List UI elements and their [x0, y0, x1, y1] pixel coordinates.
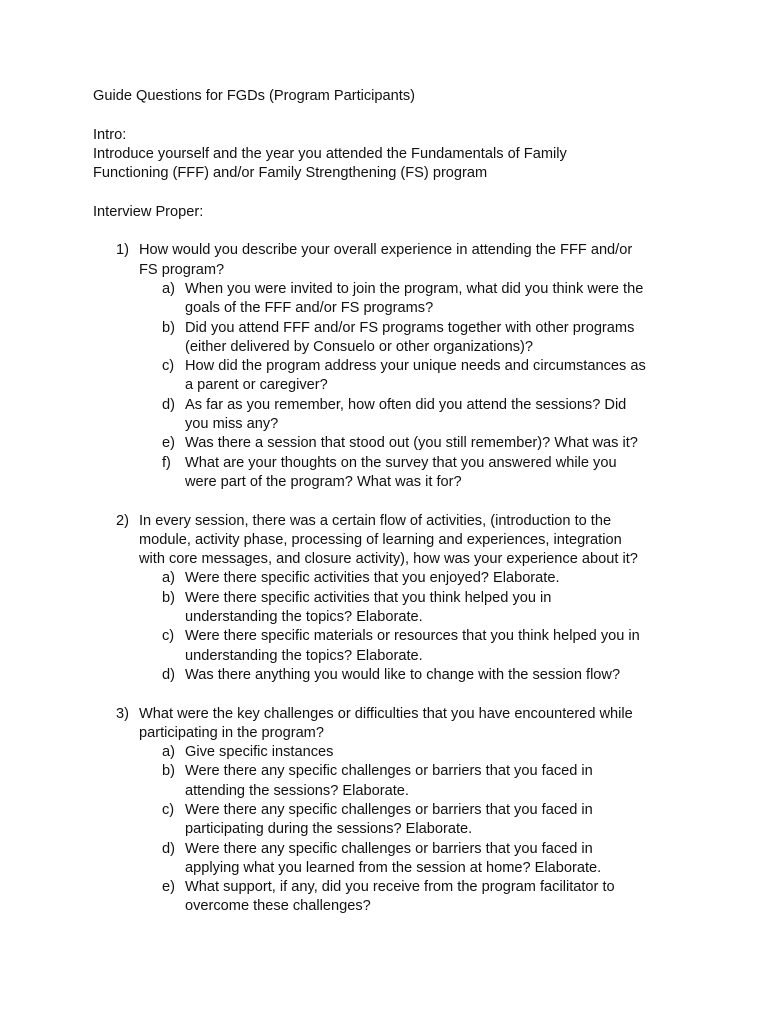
spacer — [93, 222, 693, 241]
sub-question — [93, 319, 693, 358]
question-line: How would you describe your overall experience in attending the FFF and/or — [139, 242, 633, 259]
sub-question — [93, 357, 693, 396]
sub-line: What are your thoughts on the survey that you answered while you — [185, 454, 617, 471]
document-page — [93, 87, 693, 917]
question-line: FS program? — [139, 261, 225, 278]
sub-letter: b) — [162, 589, 175, 606]
sub-letter: a) — [162, 570, 175, 587]
question-1 — [93, 241, 693, 492]
question-line: In every session, there was a certain flow of activities, (introduction to the — [139, 512, 612, 529]
sub-letter: f) — [162, 454, 171, 471]
document-title: Guide Questions for FGDs (Program Participants) — [93, 88, 415, 104]
question-number: 3) — [116, 705, 129, 722]
spacer — [93, 492, 693, 511]
question-number: 1) — [116, 242, 129, 259]
sub-letter: a) — [162, 744, 175, 761]
sub-letter: d) — [162, 396, 175, 413]
intro-heading: Intro: — [93, 126, 127, 143]
interview-heading: Interview Proper: — [93, 203, 204, 220]
sub-line: (either delivered by Consuelo or other organizations)? — [185, 338, 534, 355]
sub-line: How did the program address your unique needs and circumstances as — [185, 358, 646, 375]
sub-question — [93, 627, 693, 666]
sub-question — [93, 878, 693, 917]
sub-line: Were there specific activities that you enjoyed? Elaborate. — [185, 570, 560, 587]
sub-question-list — [93, 569, 693, 685]
question-2 — [93, 512, 693, 686]
question-text — [93, 512, 693, 570]
sub-line: What support, if any, did you receive from the program facilitator to — [185, 879, 615, 896]
sub-letter: b) — [162, 763, 175, 780]
sub-letter: c) — [162, 358, 175, 375]
sub-question — [93, 280, 693, 319]
sub-line: overcome these challenges? — [185, 898, 371, 915]
sub-letter: e) — [162, 435, 175, 452]
question-line: What were the key challenges or difficulties that you have encountered while — [139, 705, 633, 722]
sub-question — [93, 569, 693, 588]
sub-question-list — [93, 280, 693, 492]
sub-line: Were there specific materials or resources that you think helped you in — [185, 628, 640, 645]
intro-line: Functioning (FFF) and/or Family Strengthening (FS) program — [93, 165, 488, 182]
sub-question — [93, 589, 693, 628]
sub-line: Were there any specific challenges or barriers that you faced in — [185, 840, 593, 857]
sub-line: goals of the FFF and/or FS programs? — [185, 300, 434, 317]
sub-question — [93, 801, 693, 840]
sub-line: attending the sessions? Elaborate. — [185, 782, 409, 799]
sub-line: Were there any specific challenges or barriers that you faced in — [185, 763, 593, 780]
sub-line: understanding the topics? Elaborate. — [185, 647, 423, 664]
intro-line: Introduce yourself and the year you attended the Fundamentals of Family — [93, 145, 567, 162]
sub-letter: b) — [162, 319, 175, 336]
sub-line: Give specific instances — [185, 744, 334, 761]
spacer — [93, 183, 693, 202]
sub-line: Were there any specific challenges or barriers that you faced in — [185, 801, 593, 818]
sub-line: a parent or caregiver? — [185, 377, 328, 394]
spacer — [93, 106, 693, 125]
sub-line: When you were invited to join the program, what did you think were the — [185, 280, 644, 297]
sub-question — [93, 762, 693, 801]
sub-question — [93, 666, 693, 685]
sub-line: participating during the sessions? Elaborate. — [185, 821, 473, 838]
question-line: module, activity phase, processing of learning and experiences, integration — [139, 531, 622, 548]
question-line: with core messages, and closure activity), how was your experience about it? — [139, 551, 638, 568]
question-3 — [93, 705, 693, 917]
question-number: 2) — [116, 512, 129, 529]
sub-letter: c) — [162, 801, 175, 818]
sub-line: applying what you learned from the session at home? Elaborate. — [185, 859, 602, 876]
sub-letter: a) — [162, 280, 175, 297]
sub-line: you miss any? — [185, 416, 279, 433]
sub-question — [93, 454, 693, 493]
sub-question — [93, 434, 693, 453]
sub-line: understanding the topics? Elaborate. — [185, 609, 423, 626]
sub-line: As far as you remember, how often did you attend the sessions? Did — [185, 396, 627, 413]
sub-line: were part of the program? What was it for? — [185, 473, 462, 490]
question-line: participating in the program? — [139, 724, 324, 741]
sub-line: Was there anything you would like to change with the session flow? — [185, 666, 621, 683]
question-text — [93, 241, 693, 280]
sub-question — [93, 743, 693, 762]
sub-question-list — [93, 743, 693, 917]
sub-letter: c) — [162, 628, 175, 645]
sub-line: Were there specific activities that you think helped you in — [185, 589, 552, 606]
spacer — [93, 685, 693, 704]
sub-question — [93, 396, 693, 435]
sub-question — [93, 840, 693, 879]
sub-letter: d) — [162, 840, 175, 857]
sub-line: Was there a session that stood out (you still remember)? What was it? — [185, 435, 638, 452]
sub-letter: d) — [162, 666, 175, 683]
sub-letter: e) — [162, 879, 175, 896]
question-text — [93, 705, 693, 744]
sub-line: Did you attend FFF and/or FS programs together with other programs — [185, 319, 635, 336]
